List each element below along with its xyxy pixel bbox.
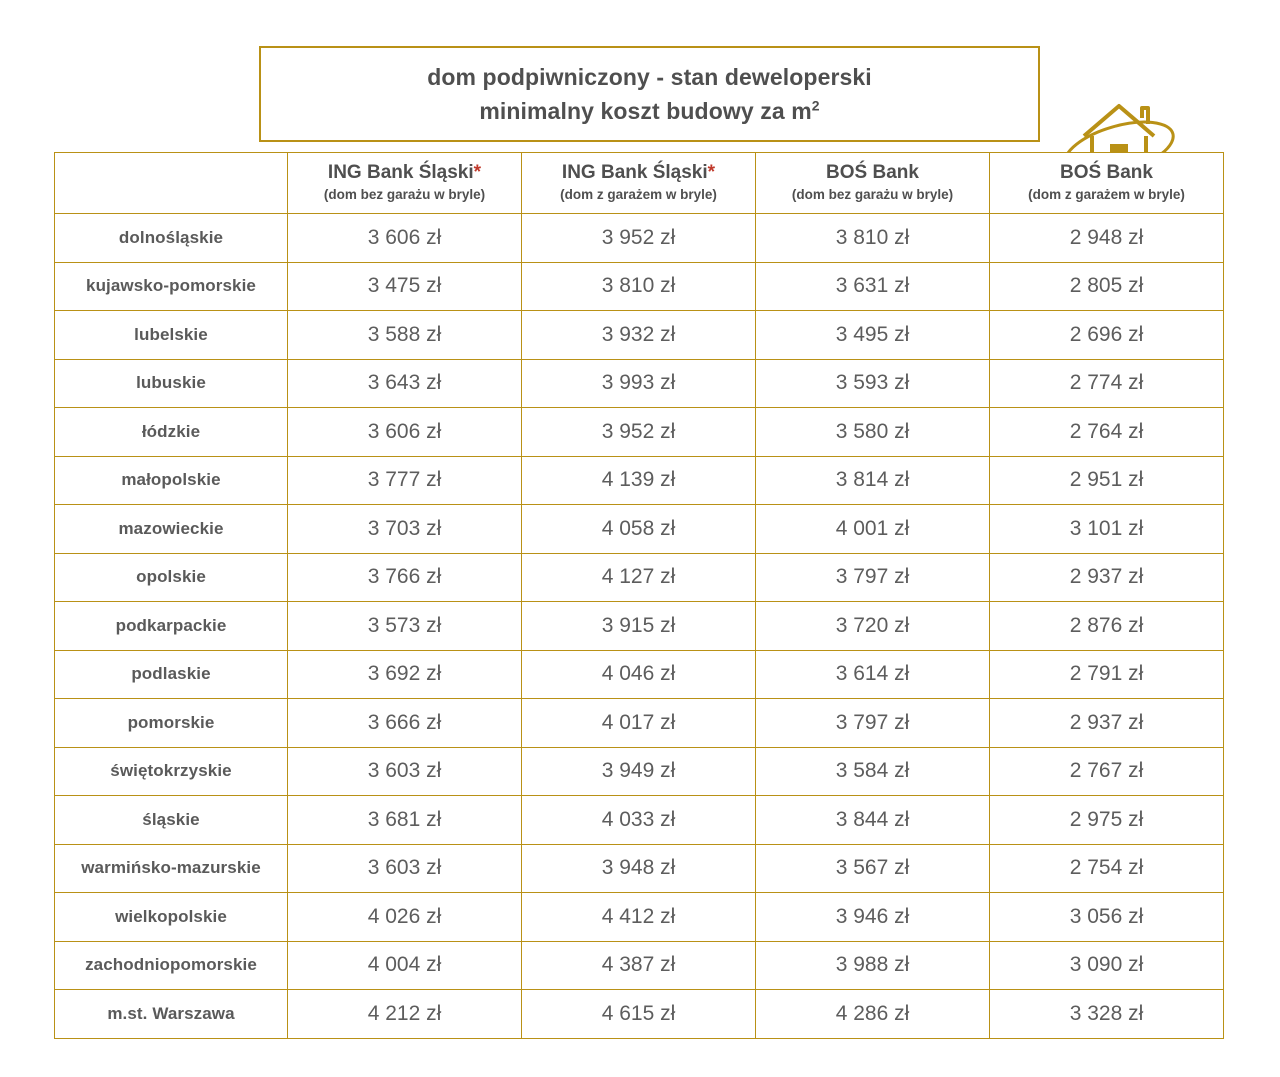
- table-row: [55, 408, 1224, 457]
- column-header-bank-name: ING Bank Śląski: [327, 162, 474, 183]
- title-box: [259, 46, 1040, 142]
- cell-value: 2 754 zł: [990, 844, 1224, 893]
- table-row: [55, 990, 1224, 1039]
- page-title-line-2: [479, 94, 819, 128]
- cell-value: 2 696 zł: [990, 311, 1224, 360]
- cell-value: 3 580 zł: [756, 408, 990, 457]
- cell-value: 3 949 zł: [522, 747, 756, 796]
- cell-value: 3 603 zł: [288, 844, 522, 893]
- superscript-two: 2: [811, 97, 820, 114]
- cell-value: 2 948 zł: [990, 214, 1224, 263]
- row-label: małopolskie: [55, 456, 288, 505]
- column-header-bos-with-garage: [990, 153, 1224, 214]
- cell-value: 4 058 zł: [522, 505, 756, 554]
- cell-value: 3 810 zł: [522, 262, 756, 311]
- cell-value: 3 766 zł: [288, 553, 522, 602]
- table-row: [55, 844, 1224, 893]
- table-row: [55, 359, 1224, 408]
- cell-value: 4 127 zł: [522, 553, 756, 602]
- cell-value: 3 797 zł: [756, 699, 990, 748]
- column-header-sub: (dom z garażem w bryle): [560, 187, 717, 202]
- cell-value: 2 937 zł: [990, 553, 1224, 602]
- cell-value: 3 948 zł: [522, 844, 756, 893]
- table-row: [55, 262, 1224, 311]
- cell-value: 2 805 zł: [990, 262, 1224, 311]
- cell-value: 3 777 zł: [288, 456, 522, 505]
- table-row: [55, 553, 1224, 602]
- column-header-bank-name: BOŚ Bank: [826, 162, 919, 183]
- cell-value: 2 975 zł: [990, 796, 1224, 845]
- column-header-sub: (dom bez garażu w bryle): [323, 187, 486, 202]
- row-label: lubelskie: [55, 311, 288, 360]
- row-label: opolskie: [55, 553, 288, 602]
- cell-value: 4 004 zł: [288, 941, 522, 990]
- column-header-bank-name: BOŚ Bank: [1060, 162, 1153, 183]
- row-label: podlaskie: [55, 650, 288, 699]
- cell-value: 4 139 zł: [522, 456, 756, 505]
- row-label: wielkopolskie: [55, 893, 288, 942]
- cell-value: 3 797 zł: [756, 553, 990, 602]
- table-row: [55, 311, 1224, 360]
- cell-value: 3 090 zł: [990, 941, 1224, 990]
- table-corner-cell: [55, 153, 288, 214]
- table-row: [55, 505, 1224, 554]
- cell-value: 3 810 zł: [756, 214, 990, 263]
- cell-value: 2 791 zł: [990, 650, 1224, 699]
- row-label: dolnośląskie: [55, 214, 288, 263]
- cell-value: 3 328 zł: [990, 990, 1224, 1039]
- cell-value: 3 681 zł: [288, 796, 522, 845]
- footnote-star: *: [473, 162, 482, 183]
- cell-value: 3 603 zł: [288, 747, 522, 796]
- cell-value: 3 606 zł: [288, 214, 522, 263]
- cell-value: 3 952 zł: [522, 408, 756, 457]
- column-header-main: [522, 161, 755, 185]
- cell-value: 3 101 zł: [990, 505, 1224, 554]
- cell-value: 2 951 zł: [990, 456, 1224, 505]
- table-head: [55, 153, 1224, 214]
- table-header-row: [55, 153, 1224, 214]
- column-header-main: [288, 161, 521, 185]
- cell-value: 2 876 zł: [990, 602, 1224, 651]
- cell-value: 3 993 zł: [522, 359, 756, 408]
- cell-value: 3 946 zł: [756, 893, 990, 942]
- column-header-bos-no-garage: [756, 153, 990, 214]
- page-title-line-2-text: minimalny koszt budowy za m: [479, 98, 812, 124]
- row-label: mazowieckie: [55, 505, 288, 554]
- table-row: [55, 650, 1224, 699]
- header: [0, 46, 1280, 146]
- column-header-sub: (dom bez garażu w bryle): [791, 187, 954, 202]
- cell-value: 3 643 zł: [288, 359, 522, 408]
- column-header-main: [756, 161, 989, 185]
- cell-value: 3 915 zł: [522, 602, 756, 651]
- cell-value: 4 212 zł: [288, 990, 522, 1039]
- table-row: [55, 214, 1224, 263]
- cell-value: 2 764 zł: [990, 408, 1224, 457]
- row-label: świętokrzyskie: [55, 747, 288, 796]
- cell-value: 3 666 zł: [288, 699, 522, 748]
- cell-value: 3 573 zł: [288, 602, 522, 651]
- cell-value: 3 720 zł: [756, 602, 990, 651]
- cell-value: 4 017 zł: [522, 699, 756, 748]
- page-title-line-1: dom podpiwniczony - stan deweloperski: [427, 64, 872, 90]
- row-label: kujawsko-pomorskie: [55, 262, 288, 311]
- cell-value: 4 001 zł: [756, 505, 990, 554]
- table-body: [55, 214, 1224, 1039]
- row-label: warmińsko-mazurskie: [55, 844, 288, 893]
- column-header-ing-no-garage: [288, 153, 522, 214]
- column-header-ing-with-garage: [522, 153, 756, 214]
- table-row: [55, 941, 1224, 990]
- cell-value: 4 412 zł: [522, 893, 756, 942]
- column-header-bank-name: ING Bank Śląski: [561, 162, 708, 183]
- cell-value: 2 937 zł: [990, 699, 1224, 748]
- column-header-sub: (dom z garażem w bryle): [1028, 187, 1185, 202]
- cell-value: 3 814 zł: [756, 456, 990, 505]
- cell-value: 4 286 zł: [756, 990, 990, 1039]
- table-row: [55, 699, 1224, 748]
- cell-value: 3 593 zł: [756, 359, 990, 408]
- table-row: [55, 893, 1224, 942]
- cell-value: 3 614 zł: [756, 650, 990, 699]
- cell-value: 3 631 zł: [756, 262, 990, 311]
- cell-value: 2 774 zł: [990, 359, 1224, 408]
- row-label: podkarpackie: [55, 602, 288, 651]
- cell-value: 3 567 zł: [756, 844, 990, 893]
- column-header-main: [990, 161, 1223, 185]
- cell-value: 4 033 zł: [522, 796, 756, 845]
- table-row: [55, 796, 1224, 845]
- cell-value: 3 495 zł: [756, 311, 990, 360]
- row-label: lubuskie: [55, 359, 288, 408]
- table-row: [55, 602, 1224, 651]
- row-label: zachodniopomorskie: [55, 941, 288, 990]
- table-row: [55, 456, 1224, 505]
- cell-value: 3 475 zł: [288, 262, 522, 311]
- cost-table: [54, 152, 1224, 1039]
- footnote-star: *: [707, 162, 716, 183]
- cell-value: 3 056 zł: [990, 893, 1224, 942]
- cell-value: 3 588 zł: [288, 311, 522, 360]
- table-row: [55, 747, 1224, 796]
- cell-value: 3 703 zł: [288, 505, 522, 554]
- cell-value: 2 767 zł: [990, 747, 1224, 796]
- cell-value: 4 615 zł: [522, 990, 756, 1039]
- cell-value: 3 988 zł: [756, 941, 990, 990]
- cell-value: 3 606 zł: [288, 408, 522, 457]
- row-label: pomorskie: [55, 699, 288, 748]
- cell-value: 4 026 zł: [288, 893, 522, 942]
- row-label: śląskie: [55, 796, 288, 845]
- cell-value: 4 387 zł: [522, 941, 756, 990]
- cell-value: 4 046 zł: [522, 650, 756, 699]
- cell-value: 3 584 zł: [756, 747, 990, 796]
- row-label: łódzkie: [55, 408, 288, 457]
- cell-value: 3 932 zł: [522, 311, 756, 360]
- cell-value: 3 844 zł: [756, 796, 990, 845]
- cell-value: 3 952 zł: [522, 214, 756, 263]
- cell-value: 3 692 zł: [288, 650, 522, 699]
- row-label: m.st. Warszawa: [55, 990, 288, 1039]
